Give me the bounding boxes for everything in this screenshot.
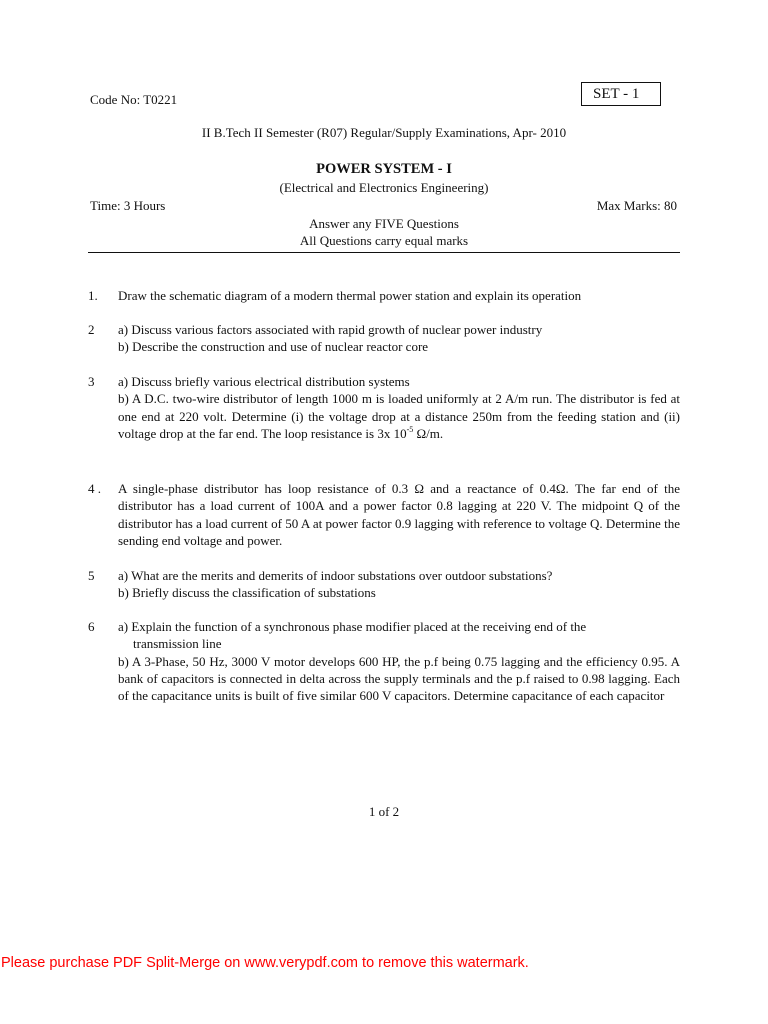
question-number: 1. [88, 288, 98, 303]
exponent: -5 [406, 424, 414, 434]
page-number: 1 of 2 [368, 804, 400, 819]
question-part-a: a) Explain the function of a synchronous phase modifier placed at the receiving end of the [118, 619, 587, 634]
subject-title: POWER SYSTEM - I [316, 161, 452, 177]
question-number: 6 [88, 619, 95, 634]
instruction-equal-marks: All Questions carry equal marks [299, 233, 469, 248]
exam-title: II B.Tech II Semester (R07) Regular/Supply Examinations, Apr- 2010 [201, 125, 567, 140]
question-number: 5 [88, 568, 95, 583]
question-6 [88, 618, 680, 704]
question-number: 4 . [88, 481, 101, 496]
question-part-b: b) A D.C. two-wire distributor of length 1000 m is loaded uniformly at 2 A/m run. The distributor is fed at one end at 220 volt. Determine (i) the voltage drop at a distance 250m from the feeding station and (ii) voltage drop at the far end. The loop resistance is 3x $10^{-5}$ Ω/m. [118, 391, 680, 441]
time-allowed: Time: 3 Hours [90, 198, 166, 213]
question-1 [88, 287, 680, 304]
unit: Ω/m. [416, 425, 444, 441]
max-marks: Max Marks: 80 [596, 198, 677, 213]
instruction-answer-five: Answer any FIVE Questions [309, 216, 459, 231]
watermark: Please purchase PDF Split-Merge on www.verypdf.com to remove this watermark. [1, 955, 529, 971]
question-part-a: a) What are the merits and demerits of indoor substations over outdoor substations? [118, 568, 553, 583]
question-text: A single-phase distributor has loop resistance of 0.3 Ω and a reactance of 0.4Ω. The far end of the distributor has a load current of 100A and a power factor 0.8 lagging at 220 V. The midpoint Q of the distributor has a load current of 50 A at power factor 0.9 lagging with reference to voltage Q. Determine the sending end voltage and power. [118, 481, 680, 548]
question-3 [88, 373, 680, 442]
header-divider [88, 252, 680, 253]
code-number: Code No: T0221 [90, 92, 178, 107]
question-part-b: b) Briefly discuss the classification of substations [118, 585, 376, 601]
question-2 [88, 321, 680, 356]
question-number: 3 [88, 374, 95, 389]
question-number: 2 [88, 322, 95, 337]
department: (Electrical and Electronics Engineering) [279, 180, 489, 195]
question-part-a: a) Discuss briefly various electrical distribution systems [118, 374, 410, 389]
question-part-a-continued: transmission line [133, 636, 222, 652]
question-4 [88, 480, 680, 549]
question-part-b: b) Describe the construction and use of nuclear reactor core [118, 339, 429, 355]
question-part-b: b) A 3-Phase, 50 Hz, 3000 V motor develops 600 HP, the p.f being 0.75 lagging and the efficiency 0.95. A bank of capacitors is connected in delta across the supply terminals and the p.f raised to 0.98 lagging. Each of the capacitance units is built of five similar 600 V capacitors. Determine capacitance of each capacitor [118, 653, 680, 704]
question-5 [88, 567, 680, 602]
question-part-a: a) Discuss various factors associated with rapid growth of nuclear power industry [118, 322, 543, 337]
set-label: SET - 1 [581, 82, 661, 106]
question-text: Draw the schematic diagram of a modern thermal power station and explain its operation [118, 288, 582, 303]
